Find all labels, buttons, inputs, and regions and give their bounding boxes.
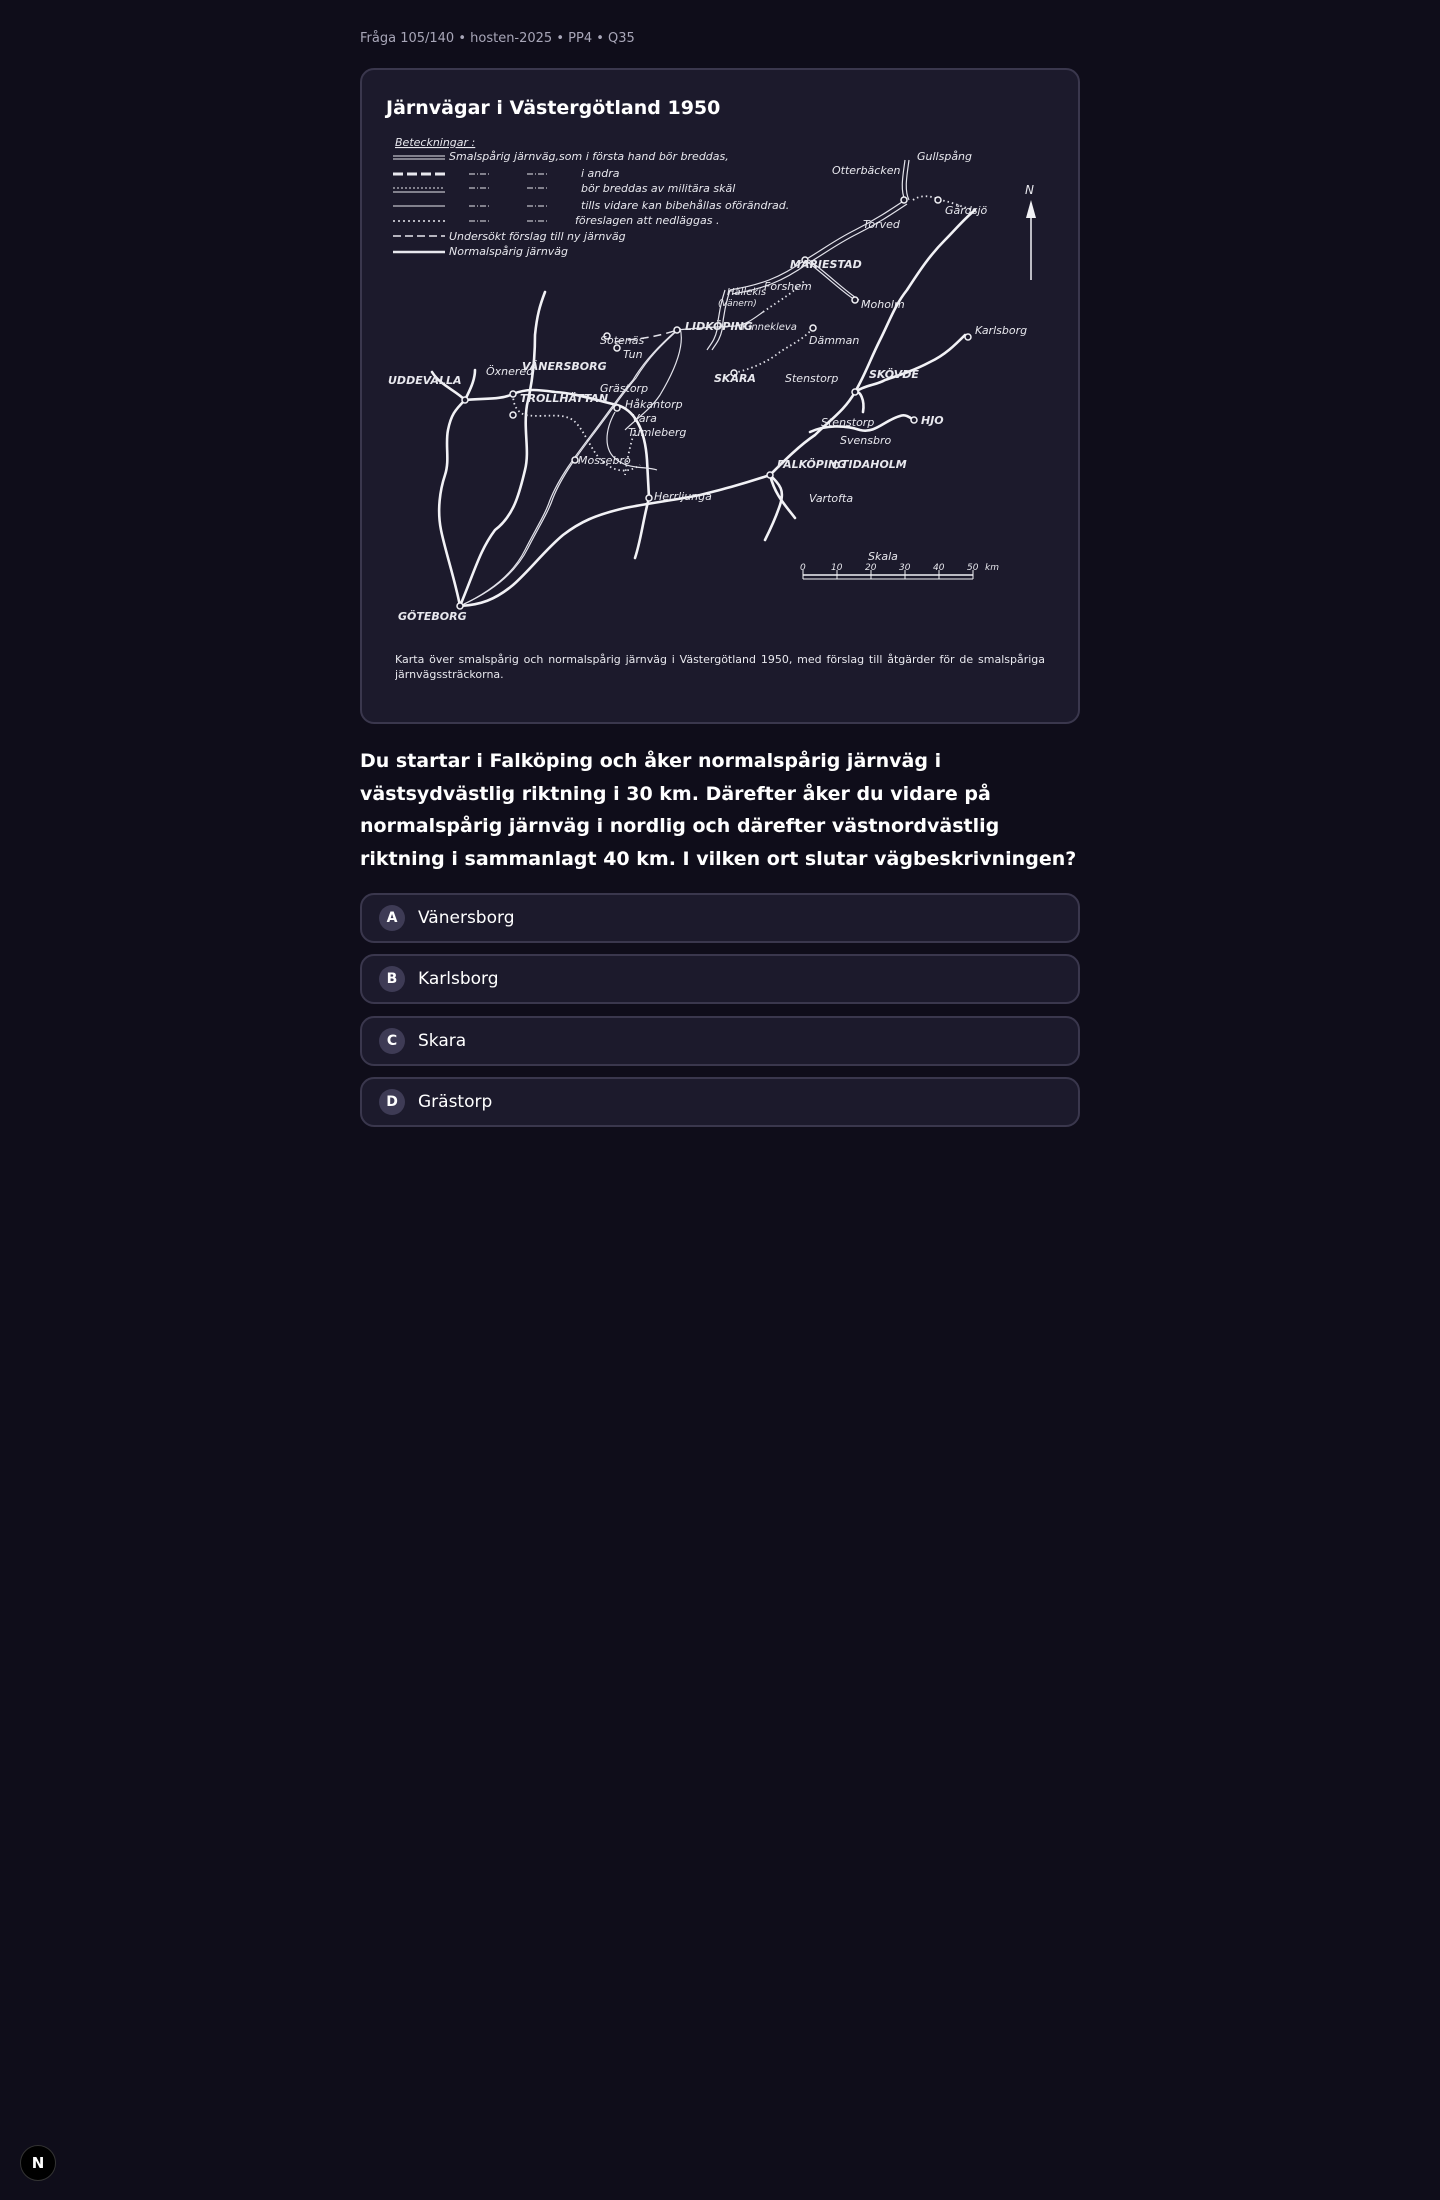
legend-row-3: bör breddas av militära skäl xyxy=(581,182,736,195)
scale-tick-0: 0 xyxy=(800,563,806,573)
normal-gauge-lines xyxy=(432,210,975,606)
label-mossebro: Mossebro xyxy=(578,454,631,467)
label-skara: SKARA xyxy=(714,372,756,385)
legend-row-6: Undersökt förslag till ny järnväg xyxy=(449,230,626,243)
legend-row-7: Normalspårig järnväg xyxy=(449,245,569,258)
scale-tick-30: 30 xyxy=(899,563,911,573)
label-oxnered: Öxnered xyxy=(486,365,534,378)
label-goteborg: GÖTEBORG xyxy=(398,610,467,623)
option-label: Vänersborg xyxy=(418,908,515,928)
figure-card xyxy=(360,68,1080,724)
label-karlsborg: Karlsborg xyxy=(975,324,1028,337)
north-label: N xyxy=(1025,183,1034,197)
scale-unit: km xyxy=(985,563,999,573)
label-trollhattan: TROLLHÄTTAN xyxy=(520,392,609,405)
label-tidaholm: TIDAHOLM xyxy=(841,458,907,471)
map-legend xyxy=(393,136,789,258)
question-breadcrumb: Fråga 105/140 • hosten-2025 • PP4 • Q35 xyxy=(360,31,635,46)
option-label: Grästorp xyxy=(418,1092,493,1112)
railway-map xyxy=(385,130,1055,700)
caption-container xyxy=(395,652,1045,692)
option-d[interactable] xyxy=(360,1077,1080,1127)
figure-title: Järnvägar i Västergötland 1950 xyxy=(386,97,721,119)
label-svensbro: Svensbro xyxy=(840,434,892,447)
label-tun: Tun xyxy=(623,348,643,361)
legend-row-4: tills vidare kan bibehållas oförändrad. xyxy=(581,199,790,212)
label-uddevalla: UDDEVALLA xyxy=(388,374,462,387)
legend-row-5: föreslagen att nedläggas . xyxy=(575,214,720,227)
label-gullspang: Gullspång xyxy=(917,150,973,163)
option-letter-badge: D xyxy=(379,1089,405,1115)
legend-row-1: Smalspårig järnväg,som i första hand bör breddas, xyxy=(449,150,729,163)
label-grastorp: Grästorp xyxy=(600,382,649,395)
option-label: Karlsborg xyxy=(418,969,499,989)
option-letter-badge: A xyxy=(379,905,405,931)
label-tumleberg: Tumleberg xyxy=(628,426,687,439)
legend-row-2: i andra xyxy=(581,167,620,180)
option-letter-badge: C xyxy=(379,1028,405,1054)
label-vara: Vara xyxy=(632,412,657,425)
label-hakantorp: Håkantorp xyxy=(625,398,683,411)
scale-bar xyxy=(800,550,999,579)
label-stenstorp: Stenstorp xyxy=(785,372,839,385)
label-skovde: SKÖVDE xyxy=(869,368,919,381)
label-vanersborg: VÄNERSBORG xyxy=(522,360,607,373)
option-a[interactable] xyxy=(360,893,1080,943)
legend-heading: Beteckningar : xyxy=(395,136,476,149)
label-kinnekleva: Kinnekleva xyxy=(742,322,797,333)
figure-caption: Karta över smalspårig och normalspårig järnväg i Västergötland 1950, med förslag till åtgärder för de smalspåriga järnvägssträckorna. xyxy=(395,653,1045,681)
scale-tick-10: 10 xyxy=(831,563,843,573)
label-vartofta: Vartofta xyxy=(809,492,854,505)
label-stenstorp-2: Stenstorp xyxy=(821,416,875,429)
label-dammen: Dämman xyxy=(809,334,860,347)
scale-title: Skala xyxy=(868,550,898,563)
scale-tick-40: 40 xyxy=(933,563,945,573)
label-otterbacken: Otterbäcken xyxy=(832,164,901,177)
question-text: Du startar i Falköping och åker normalspårig järnväg i västsydvästlig riktning i 30 km. Därefter åker du vidare på normalspårig järnväg i nordlig och därefter västnordvästlig riktning i sammanlagt 40 km. I vilken ort slutar vägbeskrivningen? xyxy=(360,750,1077,870)
label-hjo: HJO xyxy=(921,414,944,427)
option-c[interactable] xyxy=(360,1016,1080,1066)
option-b[interactable] xyxy=(360,954,1080,1004)
label-torved: Torved xyxy=(863,218,900,231)
label-herrljunga: Herrljunga xyxy=(654,490,712,503)
label-moholm: Moholm xyxy=(861,298,905,311)
north-arrow-icon xyxy=(1025,183,1036,280)
option-label: Skara xyxy=(418,1031,467,1051)
label-forshem: Forshem xyxy=(764,280,812,293)
option-letter-badge: B xyxy=(379,966,405,992)
label-lidkoping: LIDKÖPING xyxy=(685,320,753,333)
label-mariestad: MARIESTAD xyxy=(790,258,862,271)
scale-tick-50: 50 xyxy=(967,563,979,573)
label-vanern: (Vänern) xyxy=(718,299,757,309)
corner-logo-button[interactable]: N xyxy=(20,2145,56,2181)
label-falkoping: FALKÖPING xyxy=(777,458,847,471)
scale-tick-20: 20 xyxy=(865,563,877,573)
label-hallekis: Hällekis xyxy=(727,287,767,298)
label-gardsjo: Gårdsjö xyxy=(945,204,988,217)
label-sotenas: Sotenäs xyxy=(600,334,645,347)
